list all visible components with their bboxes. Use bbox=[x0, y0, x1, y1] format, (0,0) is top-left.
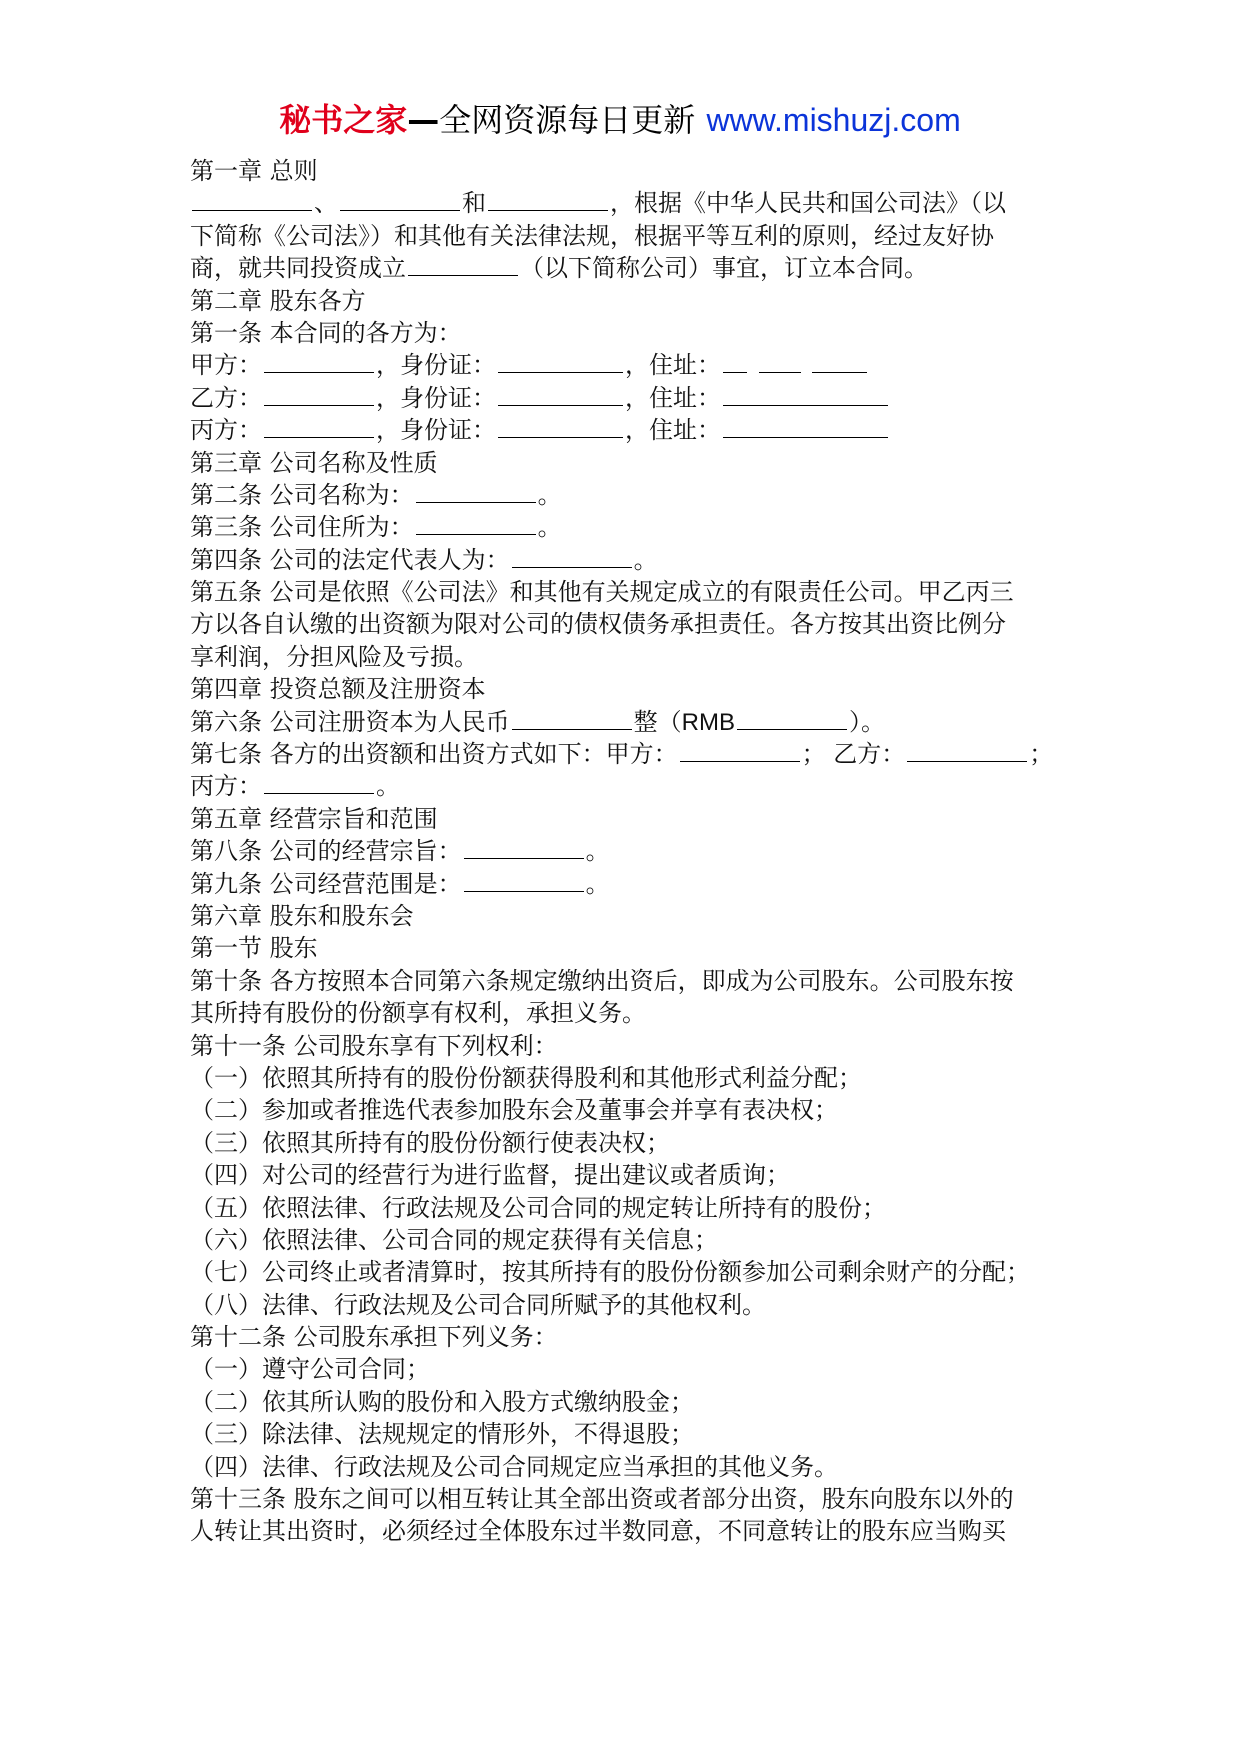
blank-field[interactable] bbox=[737, 707, 847, 730]
party-label: 乙方： bbox=[190, 383, 262, 412]
list-item: （三）依照其所持有的股份份额行使表决权； bbox=[190, 1128, 670, 1157]
blank-field[interactable] bbox=[264, 350, 374, 373]
party-b-line bbox=[190, 382, 1060, 414]
article-line: 其所持有股份的份额享有权利，承担义务。 bbox=[190, 999, 646, 1028]
text: 。 bbox=[585, 837, 610, 866]
list-item: （七）公司终止或者清算时，按其所持有的股份份额参加公司剩余财产的分配； bbox=[190, 1258, 1030, 1287]
list-item: （六）依照法律、公司合同的规定获得有关信息； bbox=[190, 1225, 718, 1254]
text: ）。 bbox=[848, 707, 885, 736]
text: 丙方： bbox=[190, 772, 262, 801]
list-item: （四）法律、行政法规及公司合同规定应当承担的其他义务。 bbox=[190, 1452, 838, 1481]
article-line bbox=[190, 544, 1060, 576]
chapter-heading: 第三章 公司名称及性质 bbox=[190, 448, 438, 477]
blank-field[interactable] bbox=[759, 350, 801, 373]
list-item: （二）参加或者推选代表参加股东会及董事会并享有表决权； bbox=[190, 1096, 838, 1125]
text: 第九条 公司经营范围是： bbox=[190, 869, 462, 898]
blank-field[interactable] bbox=[416, 512, 536, 535]
blank-field[interactable] bbox=[498, 350, 623, 373]
text: ，身份证： bbox=[376, 351, 496, 380]
text: 、 bbox=[314, 189, 338, 218]
article-line: 第十一条 公司股东享有下列权利： bbox=[190, 1031, 558, 1060]
blank-field[interactable] bbox=[723, 415, 888, 438]
text: 。 bbox=[537, 480, 562, 509]
article-line bbox=[190, 738, 1060, 770]
party-label: 丙方： bbox=[190, 416, 262, 445]
text: 第七条 各方的出资额和出资方式如下：甲方： bbox=[190, 740, 678, 769]
text: 商，就共同投资成立 bbox=[190, 254, 406, 283]
banner-url-link[interactable]: www.mishuzj.com bbox=[706, 102, 961, 138]
blank-field[interactable] bbox=[723, 383, 888, 406]
blank-field[interactable] bbox=[340, 188, 460, 211]
currency-code: RMB bbox=[681, 708, 735, 736]
text: ，身份证： bbox=[376, 416, 496, 445]
paragraph-line: 下简称《公司法》）和其他有关法律法规，根据平等互利的原则，经过友好协 bbox=[190, 221, 994, 250]
blank-field[interactable] bbox=[498, 415, 623, 438]
list-item: （一）遵守公司合同； bbox=[190, 1355, 430, 1384]
section-heading: 第一节 股东 bbox=[190, 934, 318, 963]
party-label: 甲方： bbox=[190, 351, 262, 380]
article-line: 第五条 公司是依照《公司法》和其他有关规定成立的有限责任公司。甲乙丙三 bbox=[190, 578, 1014, 607]
text: 和 bbox=[462, 189, 486, 218]
blank-field[interactable] bbox=[512, 545, 632, 568]
banner-site-name: 秘书之家 bbox=[279, 101, 408, 139]
list-item: （五）依照法律、行政法规及公司合同的规定转让所持有的股份； bbox=[190, 1193, 886, 1222]
blank-field[interactable] bbox=[464, 869, 584, 892]
text: 第六条 公司注册资本为人民币 bbox=[190, 707, 510, 736]
blank-field[interactable] bbox=[264, 771, 374, 794]
blank-field[interactable] bbox=[512, 707, 632, 730]
chapter-heading: 第一章 总则 bbox=[190, 157, 318, 185]
blank-field[interactable] bbox=[264, 415, 374, 438]
text: ，根据《中华人民共和国公司法》（以 bbox=[610, 189, 1006, 218]
list-item: （二）依其所认购的股份和入股方式缴纳股金； bbox=[190, 1387, 694, 1416]
site-banner[interactable] bbox=[0, 100, 1240, 140]
text: 第四条 公司的法定代表人为： bbox=[190, 545, 510, 574]
article-line bbox=[190, 479, 1060, 511]
blank-field[interactable] bbox=[812, 350, 867, 373]
article-line bbox=[190, 706, 1060, 738]
banner-dash: — bbox=[407, 101, 440, 139]
blank-field[interactable] bbox=[192, 188, 312, 211]
article-line: 方以各自认缴的出资额为限对公司的债权债务承担责任。各方按其出资比例分 bbox=[190, 610, 1006, 639]
blank-field[interactable] bbox=[416, 480, 536, 503]
chapter-heading: 第二章 股东各方 bbox=[190, 286, 366, 315]
chapter-heading: 第六章 股东和股东会 bbox=[190, 901, 414, 930]
text: 第二条 公司名称为： bbox=[190, 480, 414, 509]
list-item: （一）依照其所持有的股份份额获得股利和其他形式利益分配； bbox=[190, 1063, 862, 1092]
list-item: （八）法律、行政法规及公司合同所赋予的其他权利。 bbox=[190, 1290, 766, 1319]
blank-field[interactable] bbox=[408, 253, 518, 276]
blank-field[interactable] bbox=[488, 188, 608, 211]
blank-field[interactable] bbox=[723, 350, 747, 373]
article-line bbox=[190, 835, 1060, 867]
text: 。 bbox=[585, 869, 610, 898]
article-line: 第十三条 股东之间可以相互转让其全部出资或者部分出资，股东向股东以外的 bbox=[190, 1485, 1014, 1514]
article-line: 第十条 各方按照本合同第六条规定缴纳出资后，即成为公司股东。公司股东按 bbox=[190, 966, 1014, 995]
text: ，住址： bbox=[625, 383, 721, 412]
blank-field[interactable] bbox=[680, 739, 800, 762]
text: ，身份证： bbox=[376, 383, 496, 412]
party-a-line bbox=[190, 349, 1060, 381]
text: 第八条 公司的经营宗旨： bbox=[190, 837, 462, 866]
article-line bbox=[190, 511, 1060, 543]
text: 。 bbox=[376, 772, 400, 801]
text: 乙方： bbox=[825, 740, 906, 769]
paragraph-line bbox=[190, 187, 1060, 219]
paragraph-line bbox=[190, 252, 1060, 284]
article-line: 人转让其出资时，必须经过全体股东过半数同意，不同意转让的股东应当购买 bbox=[190, 1517, 1006, 1546]
text: 整（ bbox=[633, 707, 682, 736]
chapter-heading: 第四章 投资总额及注册资本 bbox=[190, 675, 486, 704]
list-item: （四）对公司的经营行为进行监督，提出建议或者质询； bbox=[190, 1161, 790, 1190]
text: 第三条 公司住所为： bbox=[190, 513, 414, 542]
text: ； bbox=[1029, 740, 1054, 769]
article-line bbox=[190, 770, 1060, 802]
blank-field[interactable] bbox=[907, 739, 1027, 762]
list-item: （三）除法律、法规规定的情形外，不得退股； bbox=[190, 1420, 694, 1449]
text: 。 bbox=[633, 545, 658, 574]
text: ，住址： bbox=[625, 416, 721, 445]
article-line: 第一条 本合同的各方为： bbox=[190, 318, 462, 347]
text: ； bbox=[801, 740, 826, 769]
chapter-heading: 第五章 经营宗旨和范围 bbox=[190, 804, 438, 833]
text: ，住址： bbox=[625, 351, 721, 380]
blank-field[interactable] bbox=[464, 836, 584, 859]
text: （以下简称公司）事宜，订立本合同。 bbox=[520, 254, 928, 283]
article-line bbox=[190, 868, 1060, 900]
contract-body bbox=[190, 155, 1060, 1548]
banner-tagline: 全网资源每日更新 bbox=[439, 101, 696, 139]
article-line: 享利润，分担风险及亏损。 bbox=[190, 642, 478, 671]
text: 。 bbox=[537, 513, 562, 542]
blank-field[interactable] bbox=[264, 383, 374, 406]
party-c-line bbox=[190, 414, 1060, 446]
article-line: 第十二条 公司股东承担下列义务： bbox=[190, 1323, 558, 1352]
blank-field[interactable] bbox=[498, 383, 623, 406]
